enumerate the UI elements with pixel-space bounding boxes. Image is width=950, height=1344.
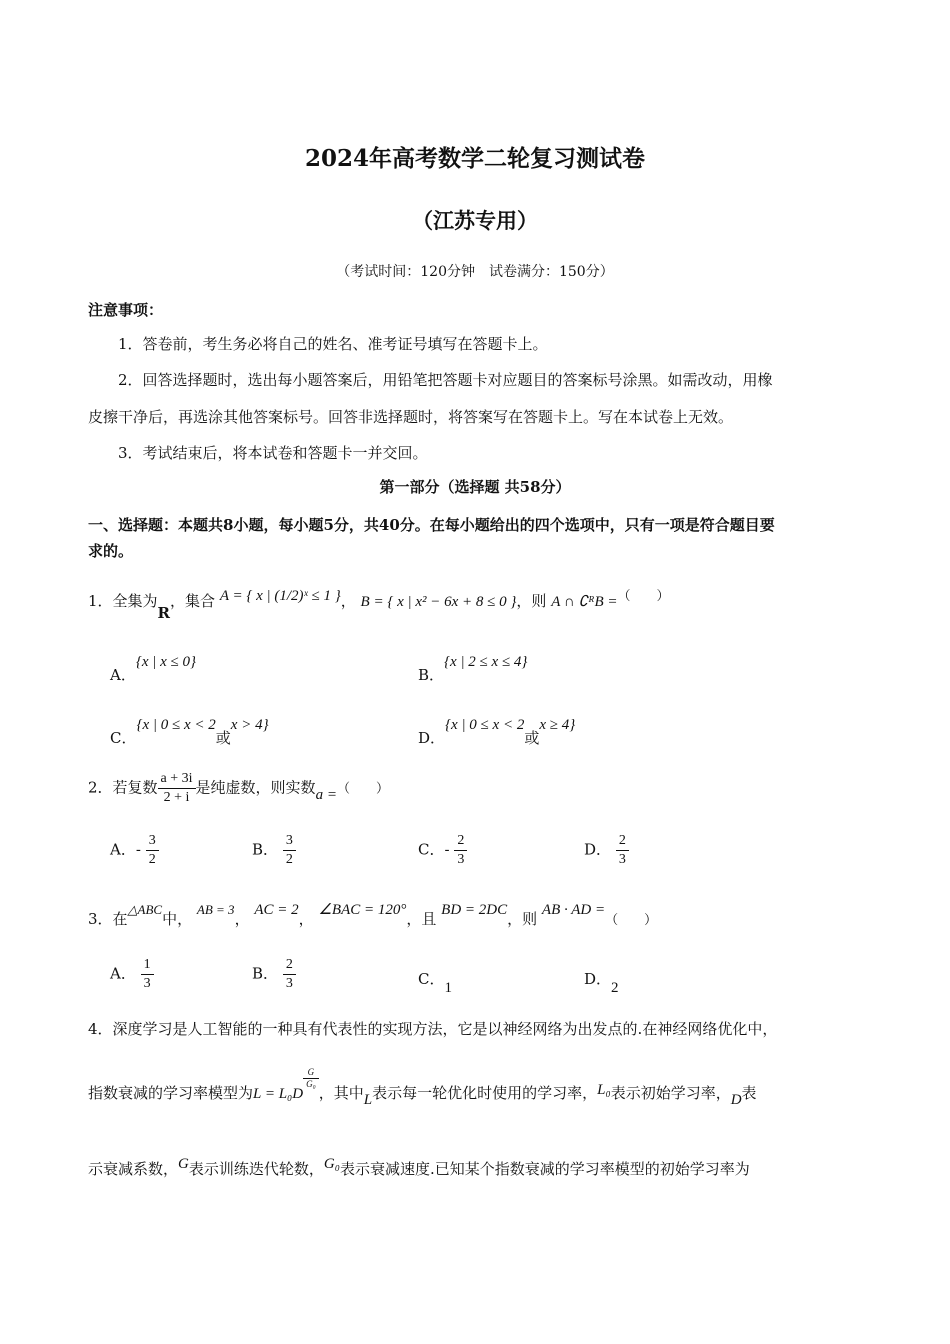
q2-option-c-denominator: 3 (457, 852, 465, 867)
q2-option-a-sign: - (135, 840, 141, 859)
page-title: 2024年高考数学二轮复习测试卷 (304, 145, 645, 172)
q1-option-c-part-2: x > 4} (230, 717, 269, 733)
notes-heading: 注意事项： (88, 301, 164, 319)
q3-angle: ∠BAC = 120° (318, 902, 407, 918)
note-item-1: 1．答卷前，考生务必将自己的姓名、准考证号填写在答题卡上。 (118, 335, 548, 353)
q1-option-c (110, 713, 269, 747)
q3-zhong: 中， (162, 910, 193, 928)
part1-heading: 第一部分（选择题 共58分） (379, 478, 571, 496)
q2-option-a-numerator: 3 (146, 832, 159, 851)
q3-option-c-label: C． (418, 970, 445, 988)
note-item-2-line-1: 2．回答选择题时，选出每小题答案后，用铅笔把答题卡对应题目的答案标号涂黑。如需改动，用橡 (118, 371, 773, 389)
q3-option-a-numerator: 1 (141, 956, 154, 975)
q1-set-b: B = { x | x² − 6x + 8 ≤ 0 } (360, 594, 517, 610)
q3-qie: ，且 (406, 910, 437, 928)
q1-option-a-label: A． (110, 666, 136, 684)
q2-option-d-label: D． (584, 840, 612, 859)
q4-var-g: G (178, 1156, 189, 1172)
q4-exponent-numerator: G (303, 1067, 319, 1079)
q2-fraction (158, 770, 196, 807)
q4-exponent (303, 1067, 319, 1090)
q2-prefix: 2．若复数 (88, 778, 158, 797)
q1-option-b-text: {x | 2 ≤ x ≤ 4} (444, 654, 528, 670)
q2-option-b (252, 832, 296, 869)
page-subtitle: （江苏专用） (412, 208, 538, 233)
q4-formula: L = L₀D (253, 1086, 304, 1102)
q3-option-a-label: A． (110, 964, 136, 983)
q4-line-2-e: 表 (741, 1084, 757, 1102)
q3-expression: AB · AD = (541, 902, 606, 918)
q3-option-d-label: D． (584, 970, 612, 988)
q3-ac: AC = 2 (254, 902, 299, 918)
q2-option-c (418, 832, 467, 869)
q1-paren: （ ） (617, 589, 670, 604)
q3-option-c-text: 1 (444, 980, 452, 996)
question-4-line-2 (88, 1066, 757, 1108)
q2-option-d-numerator: 2 (616, 832, 629, 851)
note-item-3: 3．考试结束后，将本试卷和答题卡一并交回。 (118, 444, 428, 462)
q3-option-a-fraction (141, 956, 154, 993)
q2-variable: a = (315, 786, 337, 803)
question-1 (88, 588, 670, 622)
question-4-line-3 (88, 1158, 750, 1179)
q2-option-c-fraction (454, 832, 467, 869)
q2-option-a-denominator: 2 (148, 852, 156, 867)
question-2 (88, 770, 389, 807)
q4-line-2-b: ，其中 (318, 1084, 364, 1102)
q2-option-b-fraction (283, 832, 296, 869)
question-4-line-1: 4．深度学习是人工智能的一种具有代表性的实现方法，它是以神经网络为出发点的.在神经网络优化中， (88, 1020, 778, 1038)
q4-line-2-d: 表示初始学习率， (610, 1084, 731, 1102)
q3-option-b-fraction (283, 956, 296, 993)
q4-var-d: D (730, 1092, 742, 1108)
q2-option-c-numerator: 2 (454, 832, 467, 851)
q2-option-b-label: B． (252, 840, 279, 859)
q1-option-d (418, 713, 576, 747)
q2-option-b-denominator: 2 (285, 852, 293, 867)
q1-option-c-or: 或 (215, 729, 231, 747)
q3-paren: （ ） (605, 913, 658, 928)
q3-option-b-denominator: 3 (285, 976, 293, 991)
q1-option-b-label: B． (418, 666, 445, 684)
q2-middle-text: 是纯虚数，则实数 (195, 778, 316, 797)
q3-triangle: △ABC (127, 902, 163, 917)
q4-line-3-a: 示衰减系数， (88, 1160, 179, 1178)
q4-line-3-c: 表示衰减速度.已知某个指数衰减的学习率模型的初始学习率为 (339, 1160, 750, 1178)
q1-set-a: A = { x | (1/2)ˣ ≤ 1 } (219, 588, 341, 604)
q2-option-d-denominator: 3 (618, 852, 626, 867)
exam-info: （考试时间：120分钟 试卷满分：150分） (336, 264, 614, 280)
q3-option-b-numerator: 2 (283, 956, 296, 975)
note-item-2-line-2: 皮擦干净后，再选涂其他答案标号。回答非选择题时，将答案写在答题卡上。写在本试卷上无效。 (88, 408, 734, 426)
q1-option-b (418, 650, 528, 684)
q2-option-a-fraction (146, 832, 159, 869)
question-3 (88, 898, 658, 928)
q1-set-word: ，集合 (170, 592, 216, 610)
section-instructions-line-2: 求的。 (88, 542, 134, 560)
q3-option-b-label: B． (252, 964, 279, 983)
q4-line-2-c: 表示每一轮优化时使用的学习率， (372, 1084, 598, 1102)
q1-expression: A ∩ ∁ᴿB = (551, 594, 618, 610)
q3-bd: BD = 2DC (441, 902, 508, 918)
q4-line-3-b: 表示训练迭代轮数， (188, 1160, 324, 1178)
q4-exponent-denominator: G₀ (306, 1078, 316, 1089)
q1-prefix: 1．全集为 (88, 592, 158, 610)
q3-sep-1: ， (234, 910, 250, 928)
q2-option-c-sign: - (444, 840, 450, 859)
q1-option-d-or: 或 (524, 729, 540, 747)
q1-option-d-label: D． (418, 729, 446, 747)
q1-comma: ， (340, 592, 356, 610)
q2-option-b-numerator: 3 (283, 832, 296, 851)
q4-var-g0: G₀ (323, 1156, 340, 1172)
q3-option-a (110, 956, 154, 993)
q3-option-d (584, 968, 619, 996)
q2-option-d-fraction (616, 832, 629, 869)
q1-option-a (110, 650, 197, 684)
q2-paren: （ ） (336, 781, 389, 797)
q4-var-l0: L₀ (597, 1082, 611, 1098)
q3-option-c (418, 968, 452, 996)
q2-denominator: 2 + i (163, 790, 190, 805)
q3-sep-2: ， (298, 910, 314, 928)
q4-var-l: L (363, 1092, 373, 1108)
q1-option-c-part-1: {x | 0 ≤ x < 2 (136, 717, 216, 733)
q1-option-d-part-1: {x | 0 ≤ x < 2 (445, 717, 525, 733)
q2-option-a (110, 832, 159, 869)
q1-option-a-text: {x | x ≤ 0} (135, 654, 197, 670)
q1-universal-set: R (157, 604, 171, 622)
q3-option-a-denominator: 3 (143, 976, 151, 991)
q4-line-2-a: 指数衰减的学习率模型为 (88, 1084, 254, 1102)
q1-option-d-part-2: x ≥ 4} (539, 717, 576, 733)
q2-option-d (584, 832, 629, 869)
q2-option-a-label: A． (110, 840, 136, 859)
q1-option-c-label: C． (110, 729, 137, 747)
q3-option-b (252, 956, 296, 993)
q3-ze: ，则 (507, 910, 538, 928)
q1-then: ，则 (516, 592, 547, 610)
q3-ab: AB = 3 (196, 902, 235, 917)
q2-numerator: a + 3i (158, 770, 196, 789)
section-instructions-line-1: 一、选择题：本题共8小题，每小题5分，共40分。在每小题给出的四个选项中，只有一项是符合题目要 (88, 516, 775, 534)
q2-option-c-label: C． (418, 840, 445, 859)
q3-prefix: 3．在 (88, 910, 128, 928)
q3-option-d-text: 2 (611, 980, 619, 996)
